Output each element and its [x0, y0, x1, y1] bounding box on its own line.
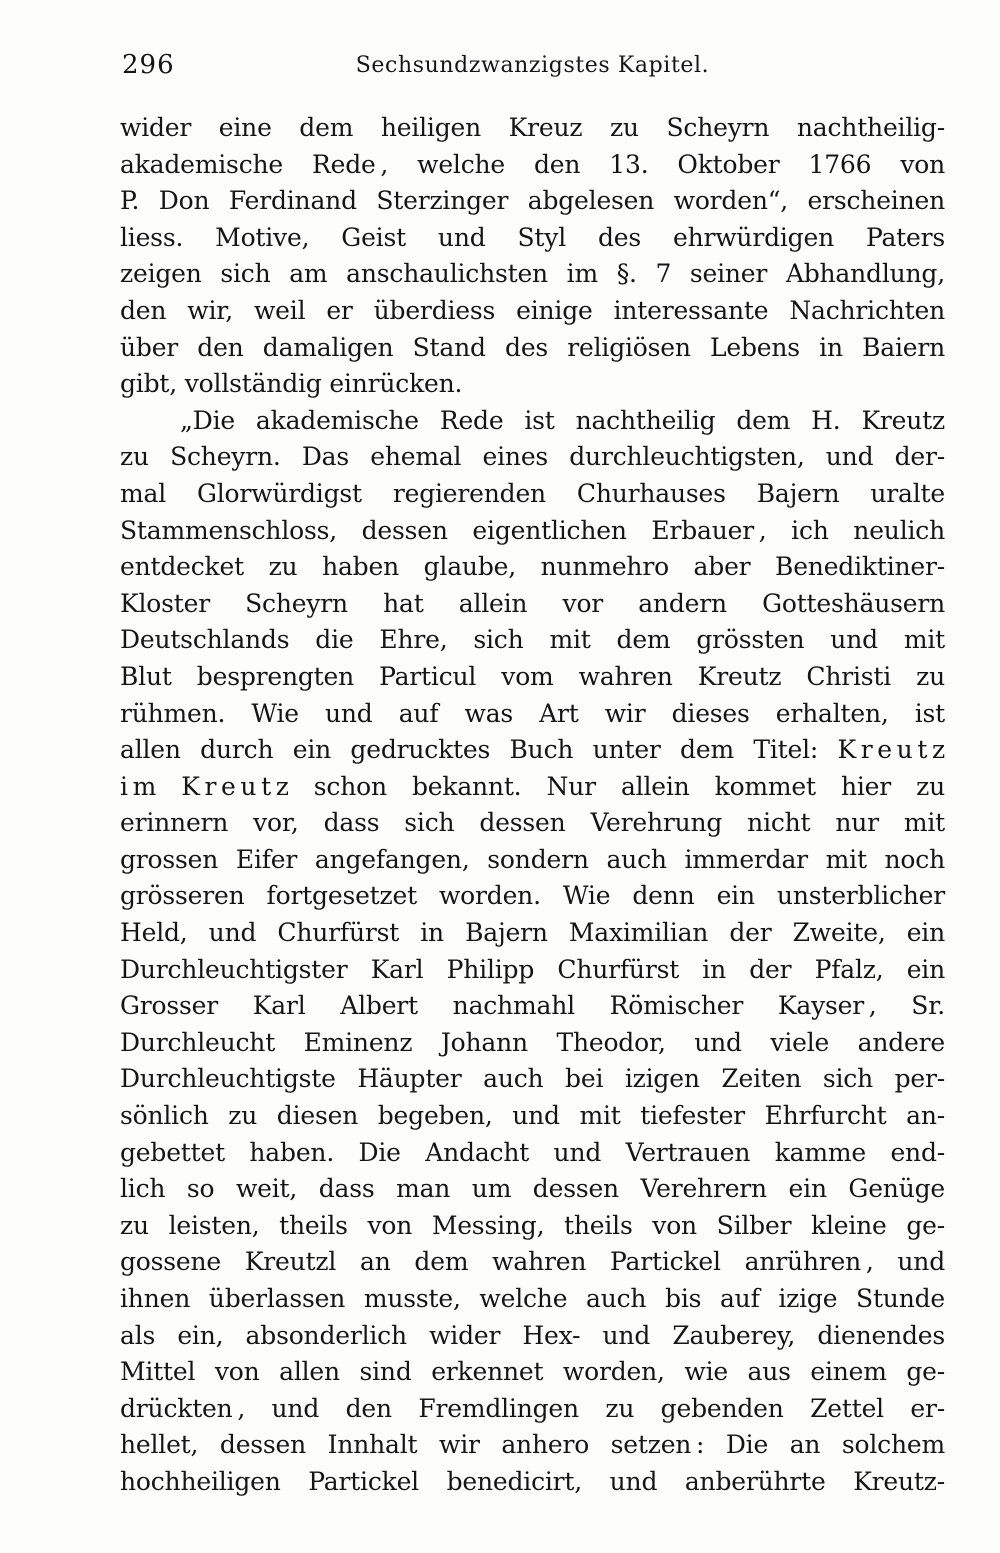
- text-line: allen durch ein gedrucktes Buch unter dem Titel: K r e u t z: [120, 735, 945, 765]
- text-line: als ein, absonderlich wider Hex- und Zauberey, dienendes: [120, 1320, 945, 1350]
- text-line: Stammenschloss, dessen eigentlichen Erbauer , ich neulich: [120, 515, 945, 545]
- text-line: gebettet haben. Die Andacht und Vertrauen kamme end-: [120, 1137, 945, 1167]
- text-line: hochheiligen Partickel benedicirt, und anberührte Kreutz-: [120, 1466, 945, 1496]
- text-line: Kloster Scheyrn hat allein vor andern Gotteshäusern: [120, 588, 945, 618]
- text-line: Durchleuchtigste Häupter auch bei izigen Zeiten sich per-: [120, 1064, 945, 1094]
- text-line: i m K r e u t z schon bekannt. Nur allein kommet hier zu: [120, 771, 945, 801]
- page-body: [120, 110, 945, 1501]
- text-line: Blut besprengten Particul vom wahren Kreutz Christi zu: [120, 661, 945, 691]
- text-line: entdecket zu haben glaube, nunmehro aber Benediktiner-: [120, 552, 945, 582]
- text-line: rühmen. Wie und auf was Art wir dieses erhalten, ist: [120, 698, 945, 728]
- text-line: gibt, vollständig einrücken.: [120, 369, 463, 399]
- text-line: über den damaligen Stand des religiösen Lebens in Baiern: [120, 332, 945, 362]
- chapter-header: Sechsundzwanzigstes Kapitel.: [355, 53, 710, 78]
- text-line: ihnen überlassen musste, welche auch bis auf izige Stunde: [120, 1284, 945, 1313]
- text-line: lich so weit, dass man um dessen Verehrern ein Genüge: [120, 1174, 945, 1204]
- text-line: Grosser Karl Albert nachmahl Römischer Kayser , Sr.: [120, 991, 945, 1021]
- text-line: erinnern vor, dass sich dessen Verehrung nicht nur mit: [120, 808, 945, 838]
- text-line: akademische Rede , welche den 13. Oktober 1766 von: [120, 149, 945, 179]
- text-line: Held, und Churfürst in Bajern Maximilian der Zweite, ein: [120, 918, 945, 948]
- text-line: zeigen sich am anschaulichsten im §. 7 seiner Abhandlung,: [120, 259, 945, 289]
- text-line: grossen Eifer angefangen, sondern auch immerdar mit noch: [120, 844, 945, 874]
- text-line: liess. Motive, Geist und Styl des ehrwürdigen Paters: [120, 222, 945, 252]
- text-line: Mittel von allen sind erkennet worden, wie aus einem ge-: [120, 1357, 945, 1387]
- text-line: „Die akademische Rede ist nachtheilig dem H. Kreutz: [180, 405, 945, 435]
- text-line: sönlich zu diesen begeben, und mit tiefester Ehrfurcht an-: [120, 1101, 945, 1131]
- text-line: wider eine dem heiligen Kreuz zu Scheyrn nachtheilig-: [120, 113, 945, 142]
- text-line: P. Don Ferdinand Sterzinger abgelesen worden“, erscheinen: [120, 186, 945, 216]
- text-line: Durchleucht Eminenz Johann Theodor, und viele andere: [120, 1027, 945, 1057]
- text-line: Deutschlands die Ehre, sich mit dem grössten und mit: [120, 625, 945, 655]
- text-line: mal Glorwürdigst regierenden Churhauses Bajern uralte: [120, 478, 945, 508]
- text-line: zu leisten, theils von Messing, theils von Silber kleine ge-: [120, 1210, 945, 1240]
- text-line: Durchleuchtigster Karl Philipp Churfürst in der Pfalz, ein: [120, 954, 945, 984]
- text-line: grösseren fortgesetzet worden. Wie denn ein unsterblicher: [120, 881, 945, 911]
- page-number: 296: [122, 50, 175, 80]
- text-line: gossene Kreutzl an dem wahren Partickel anrühren , und: [120, 1247, 945, 1277]
- text-line: den wir, weil er überdiess einige interessante Nachrichten: [120, 295, 945, 325]
- running-header: [120, 50, 945, 84]
- text-line: zu Scheyrn. Das ehemal eines durchleuchtigsten, und der-: [120, 442, 945, 472]
- text-line: hellet, dessen Innhalt wir anhero setzen : Die an solchem: [120, 1430, 945, 1460]
- text-line: drückten , und den Fremdlingen zu gebenden Zettel er-: [120, 1393, 945, 1423]
